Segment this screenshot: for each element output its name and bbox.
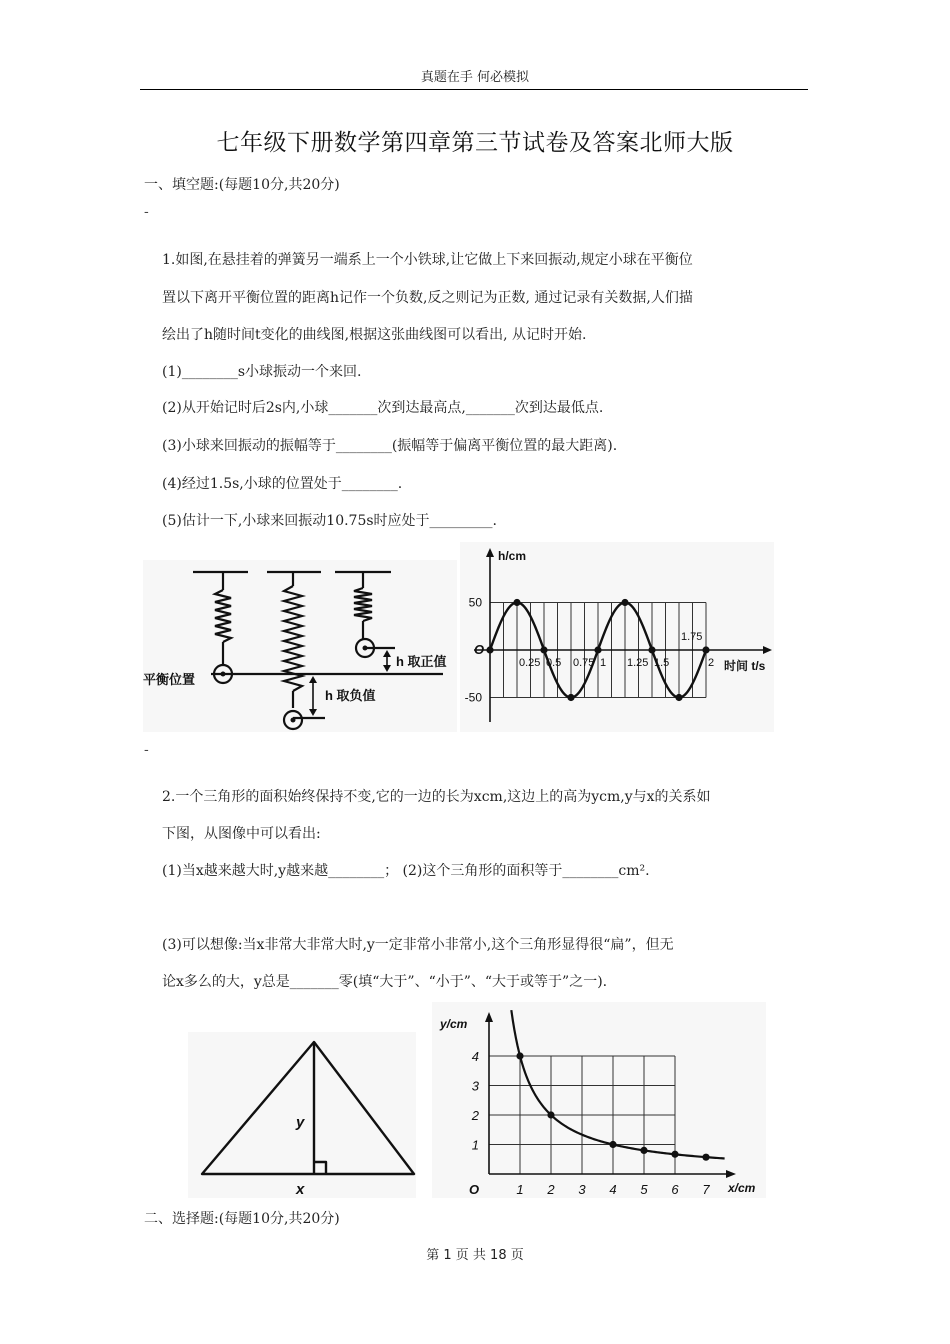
q1-part-3: (3)小球来回振动的振幅等于________(振幅等于偏离平衡位置的最大距离). <box>162 438 618 454</box>
y-tick-label: 2 <box>471 1108 479 1123</box>
data-point <box>486 646 493 653</box>
negative-h-label: h 取负值 <box>325 688 376 703</box>
data-point <box>513 599 520 606</box>
triangle-figure <box>188 1032 416 1198</box>
data-point <box>621 599 628 606</box>
q1-line-1: 1.如图,在悬挂着的弹簧另一端系上一个小铁球,让它做上下来回振动,规定小球在平衡位 <box>162 252 693 268</box>
origin-label: O <box>474 642 485 657</box>
origin-label: O <box>469 1182 480 1197</box>
q2-line-2: 下图，从图像中可以看出: <box>162 826 321 842</box>
x-tick-label: 1.5 <box>654 657 670 669</box>
data-point <box>702 1154 709 1161</box>
data-point <box>567 694 574 701</box>
q1-part-2: (2)从开始记时后2s内,小球_______次到达最高点,_______次到达最低点. <box>162 400 604 416</box>
x-tick-label: 4 <box>609 1182 617 1197</box>
x-tick-label: 1.75 <box>681 631 703 643</box>
q2-part-3-line-2: 论x多么的大，y总是_______零(填“大于”、“小于”、“大于或等于”之一). <box>162 974 608 990</box>
y-tick-label: -50 <box>464 690 482 705</box>
triangle-x-label: x <box>296 1181 305 1198</box>
y-axis-label: h/cm <box>498 549 527 563</box>
q1-line-2: 置以下离开平衡位置的距离h记作一个负数,反之则记为正数, 通过记录有关数据,人们描 <box>162 290 693 306</box>
data-point <box>516 1052 523 1059</box>
page-title: 七年级下册数学第四章第三节试卷及答案北师大版 <box>216 130 734 156</box>
q1-line-3: 绘出了h随时间t变化的曲线图,根据这张曲线图可以看出, 从记时开始. <box>162 327 587 343</box>
section-1-heading: 一、填空题:(每题10分,共20分) <box>144 177 340 193</box>
q2-line-1: 2.一个三角形的面积始终保持不变,它的一边的长为xcm,这边上的高为ycm,y与x的关系如 <box>162 789 711 805</box>
y-tick-label: 50 <box>468 595 482 610</box>
series-y-line <box>511 1010 724 1158</box>
header-divider <box>140 89 808 90</box>
q2-part-3-line-1: (3)可以想像:当x非常大非常大时,y一定非常小非常小,这个三角形显得很“扁”，但无 <box>162 937 674 953</box>
data-point <box>547 1111 554 1118</box>
x-tick-label: 0.5 <box>546 657 562 669</box>
x-tick-label: 1 <box>516 1182 524 1197</box>
oscillation-chart <box>460 542 774 732</box>
x-tick-label: 2 <box>708 657 715 669</box>
y-axis-arrow <box>485 1012 493 1022</box>
x-axis-label: 时间 t/s <box>724 659 766 673</box>
q1-part-1: (1)________s小球振动一个来回. <box>162 364 362 380</box>
spring-figure <box>143 560 457 732</box>
triangle-y-label: y <box>296 1114 305 1131</box>
y-tick-label: 3 <box>471 1078 479 1094</box>
page-header: 真题在手 何必模拟 <box>420 70 530 85</box>
data-point <box>594 646 601 653</box>
data-point <box>648 646 655 653</box>
x-axis-label: x/cm <box>728 1181 756 1195</box>
y-tick-label: 1 <box>471 1137 479 1153</box>
x-axis-arrow <box>726 1170 736 1178</box>
page-footer: 第 1 页 共 18 页 <box>426 1248 524 1263</box>
inverse-chart <box>432 1002 766 1198</box>
positive-h-label: h 取正值 <box>396 654 447 669</box>
q1-after-dash: - <box>144 742 149 758</box>
y-axis-arrow <box>486 548 494 557</box>
y-tick-label: 4 <box>471 1049 479 1064</box>
q1-part-4: (4)经过1.5s,小球的位置处于________. <box>162 476 403 492</box>
x-tick-label: 5 <box>640 1182 648 1197</box>
x-tick-label: 1 <box>600 657 607 669</box>
data-point <box>609 1141 616 1148</box>
x-tick-label: 6 <box>671 1182 679 1197</box>
data-point <box>540 646 547 653</box>
x-tick-label: 0.25 <box>519 657 541 669</box>
x-tick-label: 1.25 <box>627 657 649 669</box>
q1-part-5: (5)估计一下,小球来回振动10.75s时应处于_________. <box>162 513 497 529</box>
x-tick-label: 0.75 <box>573 657 595 669</box>
data-point <box>671 1151 678 1158</box>
y-axis-label: y/cm <box>440 1017 468 1031</box>
section-1-dash: - <box>144 204 149 220</box>
data-point <box>702 646 709 653</box>
x-tick-label: 3 <box>578 1182 586 1197</box>
x-tick-label: 2 <box>547 1182 555 1197</box>
section-2-heading: 二、选择题:(每题10分,共20分) <box>144 1211 340 1227</box>
x-tick-label: 7 <box>702 1182 710 1197</box>
q2-part-1-2: (1)当x越来越大时,y越来越________； (2)这个三角形的面积等于________cm². <box>162 863 650 879</box>
x-axis-arrow <box>763 646 772 654</box>
data-point <box>675 694 682 701</box>
data-point <box>640 1147 647 1154</box>
balance-label: 平衡位置 <box>143 672 196 687</box>
